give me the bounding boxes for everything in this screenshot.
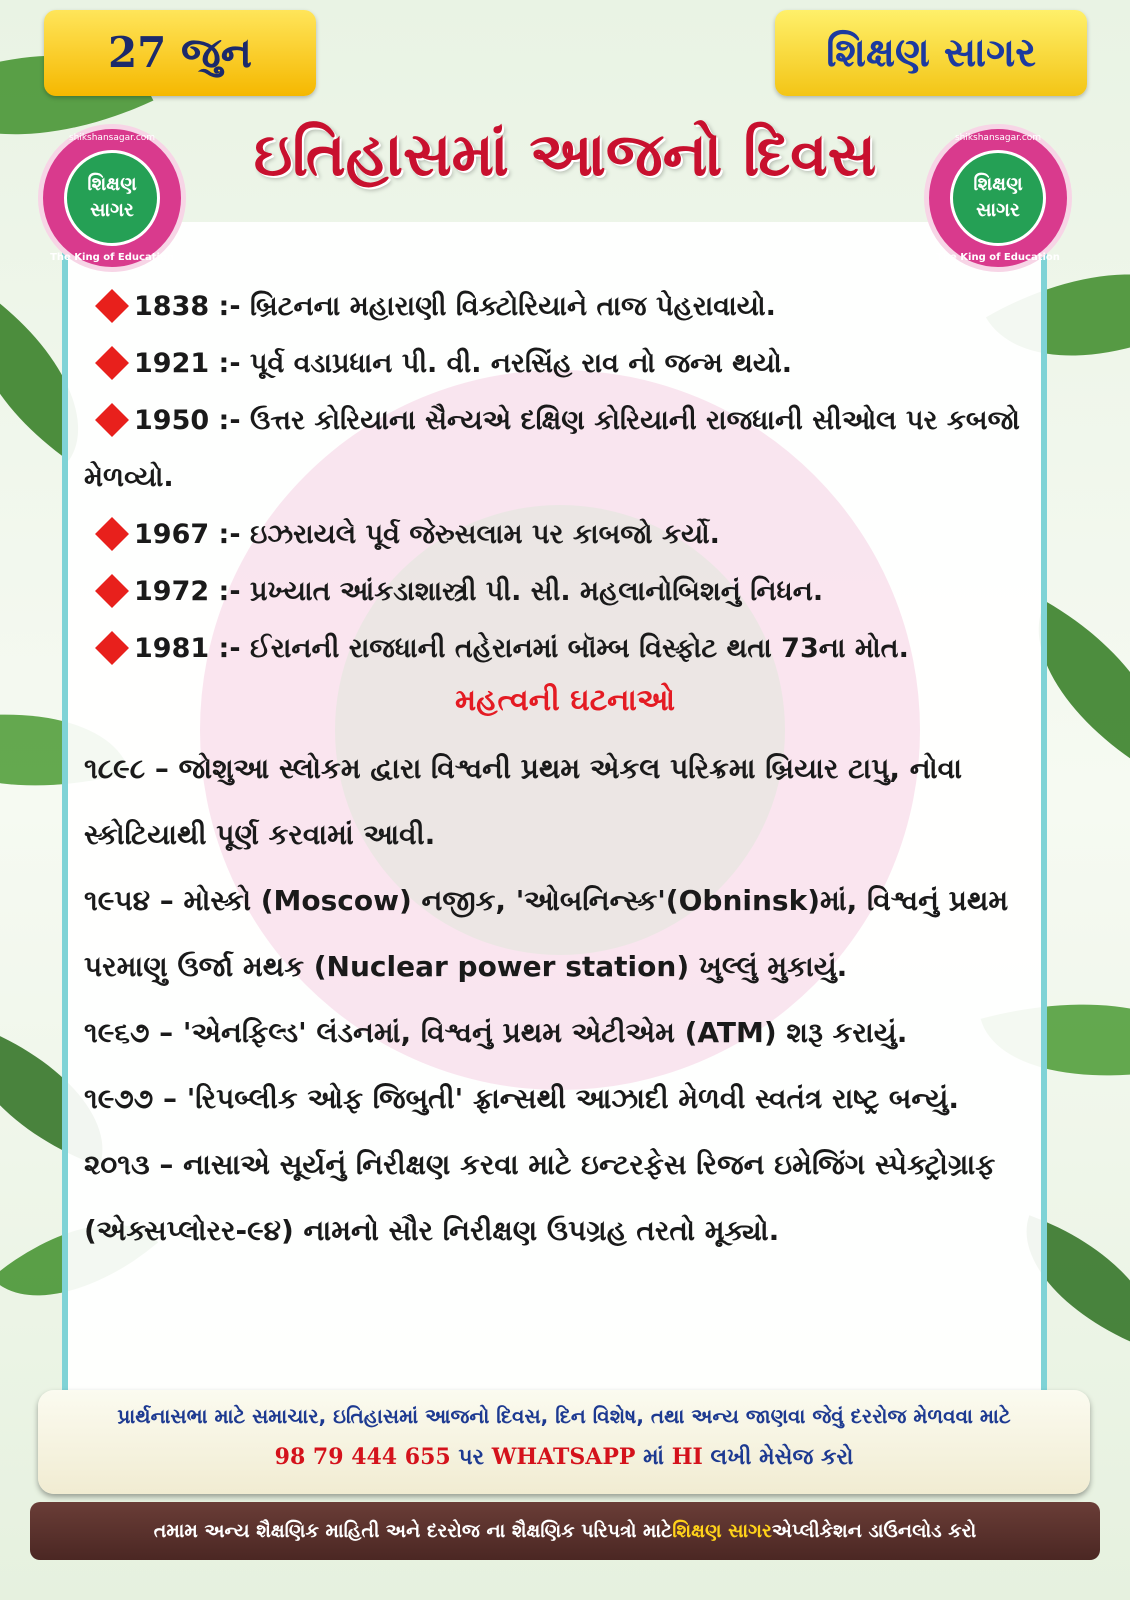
event-text: :- ઇઝરાયલે પૂર્વ જેરુસલામ પર કાબજો કર્યો. bbox=[209, 519, 720, 550]
app-banner-post: એપ્લીકેશન ડાઉનલોડ કરો bbox=[771, 1520, 977, 1542]
important-event-item: ૧૯૫૪ – મોસ્કો (Moscow) નજીક, 'ઓબનિન્સ્ક'(Obninsk)માં, વિશ્વનું પ્રથમ પરમાણુ ઉર્જા મથક (Nuclear power station) ખુલ્લું મુકાયું. bbox=[84, 884, 1009, 983]
important-event-item: ૧૯૭૭ – 'રિપબ્લીક ઓફ જિબુતી' ફ્રાન્સથી આઝાદી મેળવી સ્વતંત્ર રાષ્ટ્ર બન્યું. bbox=[84, 1082, 959, 1115]
banner-text: પ્રાર્થનાસભા માટે સમાચાર, ઇતિહાસમાં આજનો દિવસ, દિન વિશેષ, તથા અન્ય જાણવા જેવું દરરોજ મેળવવા માટે bbox=[117, 1404, 1011, 1428]
banner-rest: લખી મેસેજ કરો bbox=[702, 1444, 854, 1470]
logo-line2: સાગર bbox=[90, 199, 134, 221]
logo-line1: શિક્ષણ bbox=[87, 173, 137, 196]
important-event-item: ૧૮૯૮ – જોશુઆ સ્લોકમ દ્વારા વિશ્વની પ્રથમ એકલ પરિક્રમા બ્રિયાર ટાપુ, નોવા સ્કોટિયાથી પૂર્ણ કરવામાં આવી. bbox=[84, 752, 962, 851]
event-item bbox=[84, 278, 1034, 335]
diamond-bullet-icon bbox=[95, 403, 129, 437]
event-item bbox=[84, 563, 1034, 620]
logo-motto: The King of Education bbox=[50, 252, 174, 263]
event-text: :- ઈરાનની રાજધાની તહેરાનમાં બૉમ્બ વિસ્ફોટ થતા 73ના મોત. bbox=[209, 633, 909, 664]
event-item bbox=[84, 620, 1034, 677]
page-title: ઇતિહાસમાં આજનો દિવસ bbox=[253, 120, 877, 190]
logo-motto: The King of Education bbox=[936, 252, 1060, 263]
logo-site: shikshansagar.com bbox=[68, 133, 156, 143]
diamond-bullet-icon bbox=[95, 574, 129, 608]
diamond-bullet-icon bbox=[95, 631, 129, 665]
diamond-bullet-icon bbox=[95, 289, 129, 323]
event-text: :- ઉત્તર કોરિયાના સૈન્યએ દક્ષિણ કોરિયાની રાજધાની સીઓલ પર કબજો મેળવ્યો. bbox=[84, 405, 1020, 493]
event-text: :- બ્રિટનના મહારાણી વિક્ટોરિયાને તાજ પેહરાવાયો. bbox=[209, 291, 776, 322]
event-text: :- પૂર્વ વડાપ્રધાન પી. વી. નરસિંહ રાવ નો જન્મ થયો. bbox=[209, 348, 792, 379]
whatsapp-label: WHATSAPP bbox=[491, 1444, 636, 1470]
logo-line2: સાગર bbox=[976, 199, 1020, 221]
banner-contact bbox=[38, 1444, 1090, 1470]
event-year: 1921 bbox=[134, 348, 210, 379]
phone-number[interactable]: 98 79 444 655 bbox=[274, 1444, 451, 1470]
logo-inner bbox=[64, 150, 160, 246]
event-year: 1972 bbox=[134, 576, 210, 607]
event-item bbox=[84, 335, 1034, 392]
important-event-item: ૧૯૬૭ – 'એનફિલ્ડ' લંડનમાં, વિશ્વનું પ્રથમ એટીએમ (ATM) શરૂ કરાયું. bbox=[84, 1016, 908, 1049]
hi-label: HI bbox=[671, 1444, 703, 1470]
event-year: 1950 bbox=[134, 405, 210, 436]
logo-inner bbox=[950, 150, 1046, 246]
diamond-bullet-icon bbox=[95, 517, 129, 551]
brand-logo-right bbox=[924, 124, 1072, 272]
whatsapp-banner bbox=[38, 1390, 1090, 1494]
brand-logo-left bbox=[38, 124, 186, 272]
banner-par: પર bbox=[450, 1444, 492, 1470]
date-badge: 27 જુન bbox=[44, 10, 316, 96]
events-list bbox=[84, 278, 1034, 677]
important-events-list bbox=[84, 736, 1029, 1264]
brand-badge: શિક્ષણ સાગર bbox=[775, 10, 1087, 96]
diamond-bullet-icon bbox=[95, 346, 129, 380]
logo-line1: શિક્ષણ bbox=[973, 173, 1023, 196]
event-year: 1967 bbox=[134, 519, 210, 550]
section-title: મહત્વની ઘટનાઓ bbox=[454, 683, 676, 718]
app-download-banner[interactable] bbox=[30, 1502, 1100, 1560]
logo-site: shikshansagar.com bbox=[954, 133, 1042, 143]
app-banner-brand: શિક્ષણ સાગર bbox=[672, 1520, 772, 1542]
event-item bbox=[84, 506, 1034, 563]
event-year: 1838 bbox=[134, 291, 210, 322]
event-text: :- પ્રખ્યાત આંકડાશાસ્ત્રી પી. સી. મહલાનોબિશનું નિધન. bbox=[209, 576, 824, 607]
banner-ma: માં bbox=[635, 1444, 672, 1470]
event-year: 1981 bbox=[134, 633, 210, 664]
important-event-item: ૨૦૧૩ – નાસાએ સૂર્યનું નિરીક્ષણ કરવા માટે ઇન્ટરફેસ રિજન ઇમેજિંગ સ્પેક્ટ્રોગ્રાફ (એક્સપ્લોરર-૯૪) નામનો સૌર નિરીક્ષણ ઉપગ્રહ તરતો મૂક્યો. bbox=[84, 1148, 996, 1247]
app-banner-pre: તમામ અન્ય શૈક્ષણિક માહિતી અને દરરોજ ના શૈક્ષણિક પરિપત્રો માટે bbox=[153, 1520, 673, 1542]
event-item bbox=[84, 392, 1034, 506]
